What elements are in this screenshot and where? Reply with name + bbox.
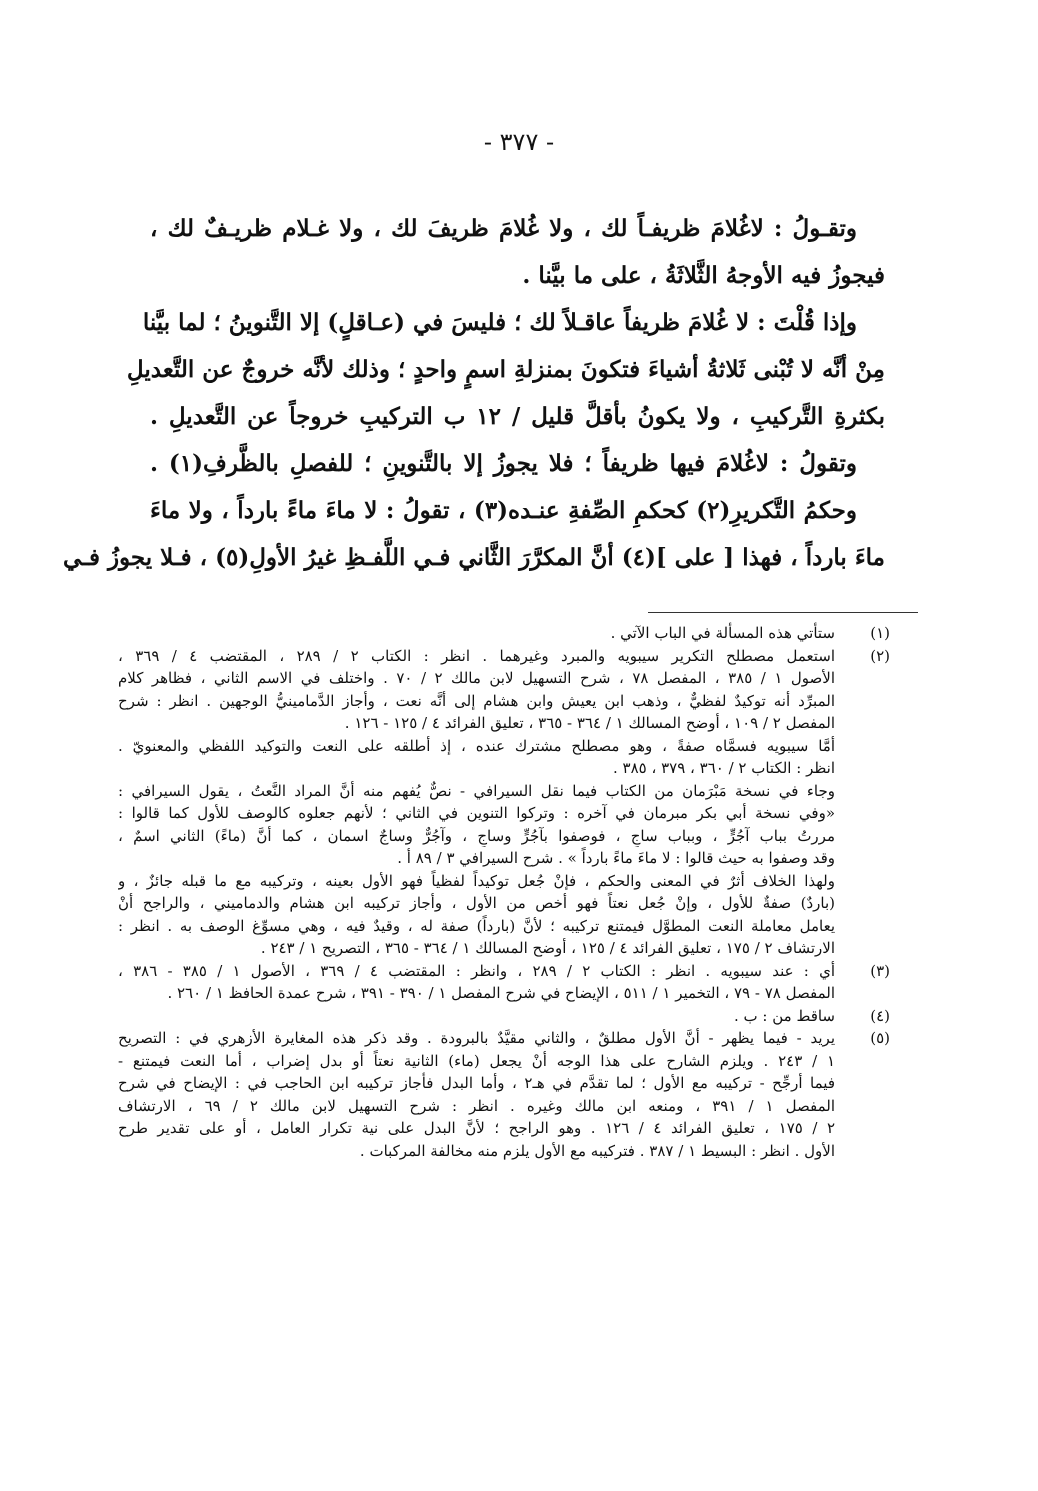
footnote-line: (باردٌ) صفةٌ للأول ، وإنْ جُعل نعتاً فهو أخص من الأول ، وأجاز تركيبه ابن هشام والدماميني ، والراجح أنْ: [118, 894, 835, 912]
footnote-line: انظر : الكتاب ٢ / ٣٦٠ ، ٣٧٩ ، ٣٨٥ .: [612, 759, 835, 777]
footnote-number: (١): [870, 624, 890, 642]
footnotes: [118, 622, 890, 1162]
footnote-line: المفصل ١ / ٣٩١ ، ومنعه ابن مالك وغيره . انظر : شرح التسهيل لابن مالك ٢ / ٦٩ ، الارتشاف: [118, 1096, 835, 1115]
text-line: مِنْ أنَّه لا تُبْنى ثَلاثةُ أشياءَ فتكونَ بمنزلةِ اسمٍ واحدٍ ؛ وذلك لأنَّه خروجٌ عن التَّعديلِ: [126, 356, 885, 383]
text-line: وتقولُ : لاغُلامَ فيها ظريفاً ؛ فلا يجوزُ إلا بالتَّنوينِ ؛ للفصلِ بالظَّرفِ(١) .: [150, 450, 857, 477]
footnote-line: الأول . انظر : البسيط ١ / ٣٨٧ . فتركيبه مع الأول يلزم منه مخالفة المركبات .: [359, 1141, 835, 1160]
footnote-number: (٥): [870, 1029, 890, 1047]
footnote-line: مررتُ بباب آجُرٍّ ، وبباب ساجٍ ، فوصفوا بآجُرٍّ وساجٍ ، وآجُرٌّ وساجٌ اسمان ، كما أنَّ (ماءً) الثاني اسمٌ ،: [118, 826, 835, 845]
footnote-line: يعامل معاملة النعت المطوَّل فيمتنع تركيبه ؛ لأنَّ (بارداً) صفة له ، وقيدٌ فيه ، وهي مسوِّغ الوصف به . انظر :: [118, 916, 835, 935]
footnote-line: وجاء في نسخة مَبْرَمان من الكتاب فيما نقل السيرافي - نصٌّ يُفهم منه أنَّ المراد النَّعتُ ، يقول السيرافي :: [118, 781, 835, 800]
text-line: وتقـولُ : لاغُلامَ ظريفـاً لك ، ولا غُلامَ ظريفَ لك ، ولا غـلام ظريـفٌ لك ،: [150, 215, 857, 242]
footnote-3: [118, 960, 890, 1005]
footnote-line: المفصل ٢ / ١٠٩ ، أوضح المسالك ١ / ٣٦٤ - ٣٦٥ ، تعليق الفرائد ٤ / ١٢٥ - ١٢٦ .: [344, 714, 835, 732]
footnote-line: أمَّا سيبويه فسمَّاه صفةً ، وهو مصطلح مشترك عنده ، إذ أطلقه على النعت والتوكيد اللفظي والمعنويّ .: [118, 736, 835, 755]
footnote-5: [118, 1027, 890, 1162]
text-line: بكثرةِ التَّركيبِ ، ولا يكونُ بأقلَّ قليل / ١٢ ب التركيبِ خروجاً عن التَّعديلِ .: [150, 403, 886, 430]
footnote-separator: [648, 612, 918, 613]
footnote-line: استعمل مصطلح التكرير سيبويه والمبرد وغيرهما . انظر : الكتاب ٢ / ٢٨٩ ، المقتضب ٤ / ٣٦٩ ،: [118, 646, 835, 665]
footnote-line: ١ / ٢٤٣ . ويلزم الشارح على هذا الوجه أنْ يجعل (ماء) الثانية نعتاً أو بدل إضراب ، أما النعت فيمتنع -: [118, 1051, 835, 1070]
footnote-4: [118, 1005, 890, 1028]
footnote-line: ٢ / ١٧٥ ، تعليق الفرائد ٤ / ١٢٦ . وهو الراجح ؛ لأنَّ البدل على نية تكرار العامل ، أو على تقدير طرح: [118, 1119, 835, 1137]
footnote-line: فيما أرجِّح - تركيبه مع الأول ؛ لما تقدَّم في هـ٢ ، وأما البدل فأجاز تركيبه ابن الحاجب في : الإيضاح في شرح: [118, 1074, 835, 1092]
footnote-line: أي : عند سيبويه . انظر : الكتاب ٢ / ٢٨٩ ، وانظر : المقتضب ٤ / ٣٦٩ ، الأصول ١ / ٣٨٥ - ٣٨٦ ،: [118, 961, 835, 980]
footnote-line: الارتشاف ٢ / ١٧٥ ، تعليق الفرائد ٤ / ١٢٥ ، أوضح المسالك ١ / ٣٦٤ - ٣٦٥ ، التصريح ١ / ٢٤٣ .: [260, 939, 835, 957]
footnote-line: المفصل ٧٨ - ٧٩ ، التخمير ١ / ٥١١ ، الإيضاح في شرح المفصل ١ / ٣٩٠ - ٣٩١ ، شرح عمدة الحافظ ١ / ٢٦٠ .: [167, 984, 835, 1002]
footnote-line: يريد - فيما يظهر - أنَّ الأول مطلقٌ ، والثاني مقيَّدٌ بالبرودة . وقد ذكر هذه المغايرة الأزهري في : التصريح: [118, 1029, 835, 1047]
footnote-line: ساقط من : ب .: [733, 1006, 835, 1025]
text-line: وإذا قُلْتَ : لا غُلامَ ظريفاً عاقـلاً لك ؛ فليسَ في (عـاقلٍ) إلا التَّنوينُ ؛ لما بيَّنا: [142, 309, 857, 336]
text-line: فيجوزُ فيه الأوجهُ الثَّلاثَةُ ، على ما بيَّنا .: [522, 262, 885, 289]
footnote-line: ستأتي هذه المسألة في الباب الآتي .: [610, 624, 835, 642]
main-text: [63, 205, 886, 581]
text-line: ماءَ بارداً ، فهذا [ على ](٤) أنَّ المكرَّرَ الثَّاني فـي اللَّفـظِ غيرُ الأولِ(٥) ، فـلا يجوزُ فـي: [63, 544, 885, 571]
footnote-line: «وفي نسخة أبي بكر مبرمان في آخره : وتركوا التنوين في الثاني ؛ لأنهم جعلوه كالوصف للأول كما قالوا :: [118, 804, 835, 822]
footnote-number: (٣): [870, 961, 890, 980]
footnote-line: المبرِّد أنه توكيدٌ لفظيٌّ ، وذهب ابن يعيش وابن هشام إلى أنَّه نعت ، وأجاز الدَّمامينيُّ الوجهين . انظر : شرح: [118, 691, 835, 710]
page-number: - ٣٧٧ -: [483, 128, 555, 156]
footnote-line: ولهذا الخلاف أثرٌ في المعنى والحكم ، فإنْ جُعل توكيداً لفظياً فهو الأول بعينه ، وتركيبه مع ما قبله جائزٌ ، و: [118, 871, 835, 890]
footnote-line: وقد وصفوا به حيث قالوا : لا ماءَ ماءً بارداً » . شرح السيرافي ٣ / ٨٩ أ .: [397, 849, 835, 867]
footnote-2: [118, 645, 890, 960]
footnote-number: (٤): [870, 1006, 890, 1025]
footnote-1: [118, 622, 890, 645]
text-line: وحكمُ التَّكريرِ(٢) كحكمِ الصِّفةِ عنـده(٣) ، تقولُ : لا ماءَ ماءً بارداً ، ولا ماءَ: [150, 497, 857, 524]
footnote-line: الأصول ١ / ٣٨٥ ، المفصل ٧٨ ، شرح التسهيل لابن مالك ٢ / ٧٠ . واختلف في الاسم الثاني ، فظاهر كلام: [118, 669, 835, 687]
footnote-number: (٢): [870, 646, 890, 665]
